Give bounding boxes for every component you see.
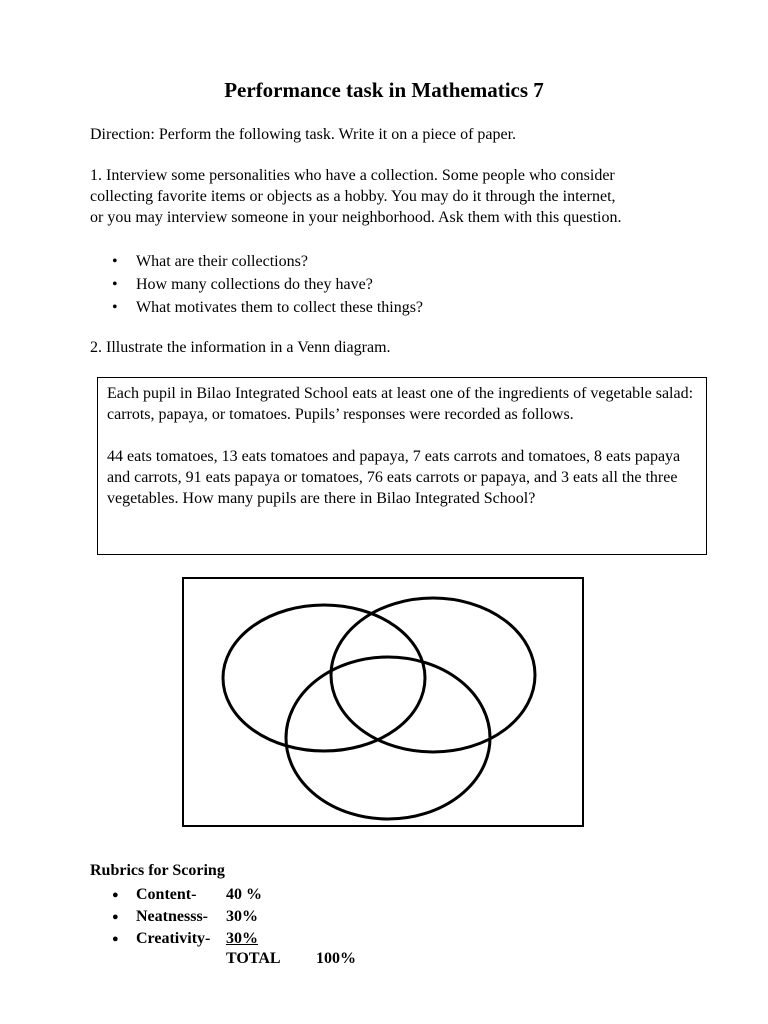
venn-circle-left	[223, 605, 425, 751]
task1-line: or you may interview someone in your neighborhood. Ask them with this question.	[90, 209, 622, 226]
problem-data-paragraph: 44 eats tomatoes, 13 eats tomatoes and papaya, 7 eats carrots and tomatoes, 8 eats papaya and carrots, 91 eats papaya or tomatoes, 76 eats carrots or papaya, and 3 eats all the three vegetables. How many pupils are there in Bilao Integrated School?	[107, 448, 681, 507]
rubrics-heading: Rubrics for Scoring	[90, 862, 225, 879]
rubrics-list	[112, 884, 262, 950]
rubric-item	[112, 884, 262, 906]
venn-circle-right	[331, 598, 535, 752]
task1-line: collecting favorite items or objects as a hobby. You may do it through the internet,	[90, 188, 616, 205]
rubric-item	[112, 906, 258, 928]
rubric-label: ● Content-	[136, 886, 197, 903]
page-title: Performance task in Mathematics 7	[224, 78, 544, 102]
rubric-value: 40 %	[226, 886, 262, 903]
problem-box	[97, 377, 707, 555]
rubric-value: 30%	[226, 930, 258, 947]
venn-diagram	[184, 579, 582, 825]
rubric-item	[112, 928, 258, 950]
question-item: • What are their collections?	[112, 250, 423, 273]
task1-line: 1. Interview some personalities who have a collection. Some people who consider	[90, 167, 615, 184]
question-item: • What motivates them to collect these things?	[112, 296, 423, 319]
venn-diagram-frame	[182, 577, 584, 827]
problem-paragraph: Each pupil in Bilao Integrated School eats at least one of the ingredients of vegetable salad: carrots, papaya, or tomatoes. Pupils’ responses were recorded as follows.	[107, 385, 694, 423]
rubric-label: ● Creativity-	[136, 930, 211, 947]
direction-text: Direction: Perform the following task. Write it on a piece of paper.	[90, 126, 517, 143]
total-value: 100%	[316, 950, 356, 967]
total-label: TOTAL	[226, 950, 281, 967]
rubric-value: 30%	[226, 908, 258, 925]
task1-instructions	[90, 165, 690, 228]
task2-instructions: 2. Illustrate the information in a Venn diagram.	[90, 339, 391, 356]
interview-questions-list	[112, 250, 423, 319]
question-item: • How many collections do they have?	[112, 273, 423, 296]
rubric-label: ● Neatnesss-	[136, 908, 208, 925]
venn-circle-bottom	[286, 657, 490, 819]
